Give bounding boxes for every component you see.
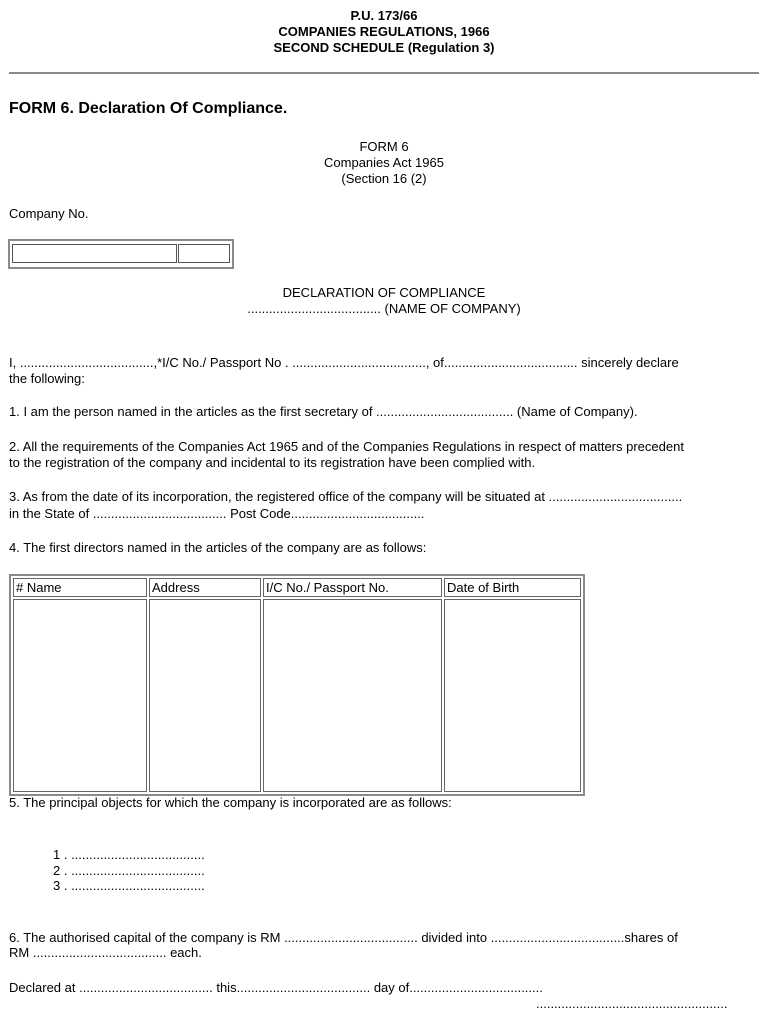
page-title: FORM 6. Declaration Of Compliance. xyxy=(9,100,288,117)
item-4: 4. The first directors named in the articles of the company are as follows: xyxy=(9,540,427,555)
object-item: 2 . ..................................... xyxy=(53,863,205,878)
column-header-name: # Name xyxy=(13,578,147,597)
name-cell[interactable] xyxy=(13,599,147,792)
item-6: 6. The authorised capital of the company is RM ..................................... divided into .....................................shares of xyxy=(9,930,678,945)
date-of-birth-cell[interactable] xyxy=(444,599,581,792)
company-no-suffix-field[interactable] xyxy=(178,244,230,263)
address-cell[interactable] xyxy=(149,599,261,792)
act-name: Companies Act 1965 xyxy=(324,155,444,170)
regulation-title: COMPANIES REGULATIONS, 1966 xyxy=(278,24,490,39)
ic-passport-cell[interactable] xyxy=(263,599,442,792)
company-no-box xyxy=(8,239,234,269)
company-no-label: Company No. xyxy=(9,206,89,221)
item-1: 1. I am the person named in the articles as the first secretary of ...................................... (Name of Company). xyxy=(9,404,638,419)
schedule-title: SECOND SCHEDULE (Regulation 3) xyxy=(273,40,495,55)
item-2: 2. All the requirements of the Companies Act 1965 and of the Companies Regulations in respect of matters precedent xyxy=(9,439,684,454)
form-number: FORM 6 xyxy=(359,139,409,154)
declarant-line: I, .....................................,*I/C No./ Passport No . ....................................., of..................................... sincerely declare xyxy=(9,355,679,370)
section-reference: (Section 16 (2) xyxy=(341,171,427,186)
column-header-date-of-birth: Date of Birth xyxy=(444,578,581,597)
declaration-title: DECLARATION OF COMPLIANCE xyxy=(282,285,486,300)
item-5: 5. The principal objects for which the company is incorporated are as follows: xyxy=(9,795,452,810)
item-2-cont: to the registration of the company and incidental to its registration have been complied with. xyxy=(9,455,536,470)
header-divider xyxy=(9,72,759,74)
table-header-row xyxy=(13,578,581,597)
item-3-cont: in the State of ..................................... Post Code..................................... xyxy=(9,506,425,521)
object-item: 1 . ..................................... xyxy=(53,847,205,862)
item-3: 3. As from the date of its incorporation, the registered office of the company will be situated at ..................................... xyxy=(9,489,683,504)
declarant-line-cont: the following: xyxy=(9,371,85,386)
regulation-reference: P.U. 173/66 xyxy=(350,8,418,23)
object-item: 3 . ..................................... xyxy=(53,878,205,893)
declared-at-line: Declared at ..................................... this..................................... day of..................................... xyxy=(9,980,543,995)
column-header-address: Address xyxy=(149,578,261,597)
company-name-line: ..................................... (NAME OF COMPANY) xyxy=(247,301,521,316)
company-no-field[interactable] xyxy=(12,244,177,263)
directors-table xyxy=(9,574,585,796)
item-6-cont: RM ..................................... each. xyxy=(9,945,202,960)
table-row xyxy=(13,599,581,792)
signature-line: ..................................................... xyxy=(536,996,728,1011)
column-header-ic-passport: I/C No./ Passport No. xyxy=(263,578,442,597)
